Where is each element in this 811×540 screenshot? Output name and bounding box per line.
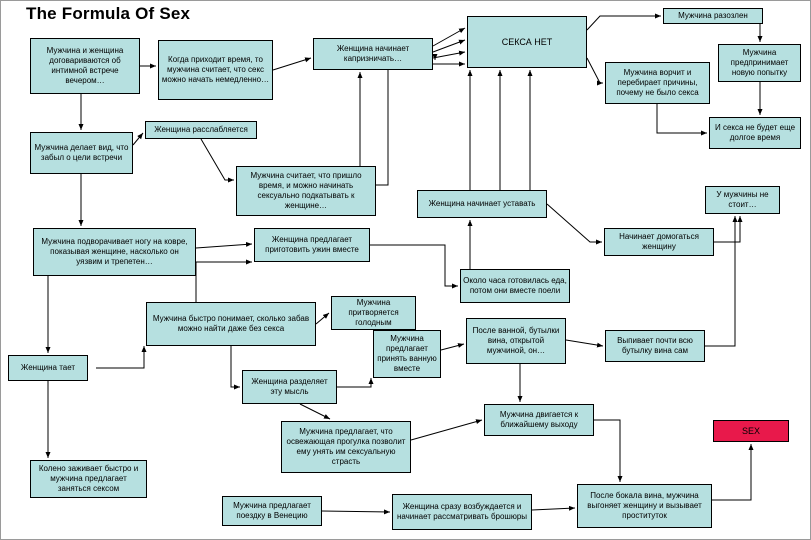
node-n28[interactable]: Колено заживает быстро и мужчина предлагает заняться сексом — [30, 460, 147, 498]
node-n17[interactable]: Около часа готовилась еда, потом они вместе поели — [460, 269, 570, 303]
node-n1[interactable]: Мужчина и женщина договариваются об интимной встрече вечером… — [30, 38, 140, 94]
node-n7[interactable]: Мужчина предпринимает новую попытку — [718, 44, 801, 82]
node-n26[interactable]: Мужчина двигается к ближайшему выходу — [484, 404, 594, 436]
page-title: The Formula Of Sex — [26, 4, 191, 23]
node-n18[interactable]: Мужчина быстро понимает, сколько забав можно найти даже без секса — [146, 302, 316, 346]
node-n4[interactable]: СЕКСА НЕТ — [467, 16, 587, 68]
node-n5[interactable]: Мужчина разозлен — [663, 8, 763, 24]
node-n30[interactable]: Женщина сразу возбуждается и начинает рассматривать брошюры — [392, 494, 532, 530]
node-n21[interactable]: После ванной, бутылки вина, открытой мужчиной, он… — [466, 318, 566, 364]
node-n13[interactable]: У мужчины не стоит… — [705, 186, 780, 214]
node-n12[interactable]: Женщина начинает уставать — [417, 190, 547, 218]
node-n15[interactable]: Женщина предлагает приготовить ужин вместе — [254, 228, 370, 262]
node-n16[interactable]: Начинает домогаться женщину — [604, 228, 714, 256]
node-n8[interactable]: И секса не будет еще долгое время — [709, 117, 801, 149]
node-n25[interactable]: Мужчина предлагает, что освежающая прогулка позволит ему унять им сексуальную страсть — [281, 421, 411, 473]
node-n6[interactable]: Мужчина ворчит и перебирает причины, почему не было секса — [605, 62, 710, 104]
node-n3[interactable]: Женщина начинает капризничать… — [313, 38, 433, 70]
node-n22[interactable]: Выпивает почти всю бутылку вина сам — [605, 330, 705, 362]
node-n31[interactable]: После бокала вина, мужчина выгоняет женщину и вызывает проституток — [577, 484, 712, 528]
node-n2[interactable]: Когда приходит время, то мужчина считает, что секс можно начать немедленно… — [158, 40, 273, 100]
node-n29[interactable]: Мужчина предлагает поездку в Венецию — [222, 496, 322, 526]
node-n14[interactable]: Мужчина подворачивает ногу на ковре, показывая женщине, насколько он уязвим и трепетен… — [33, 228, 196, 276]
node-n9[interactable]: Мужчина делает вид, что забыл о цели встречи — [30, 132, 133, 174]
node-n11[interactable]: Мужчина считает, что пришло время, и можно начинать сексуально подкатывать к женщине… — [236, 166, 376, 216]
node-sex[interactable]: SEX — [713, 420, 789, 442]
node-n10[interactable]: Женщина расслабляется — [145, 121, 257, 139]
node-n24[interactable]: Женщина разделяет эту мысль — [242, 370, 337, 404]
node-n20[interactable]: Мужчина предлагает принять ванную вместе — [373, 330, 441, 378]
node-n19[interactable]: Мужчина притворяется голодным — [331, 296, 416, 330]
node-n23[interactable]: Женщина тает — [8, 355, 88, 381]
